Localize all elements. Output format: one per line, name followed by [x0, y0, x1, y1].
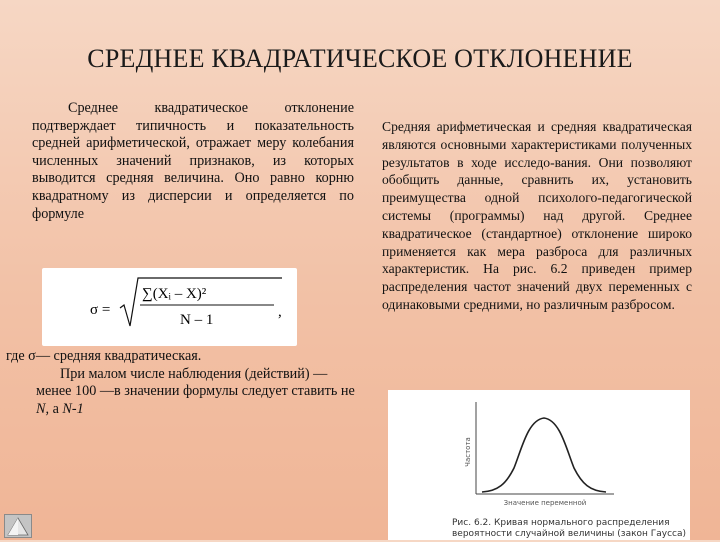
y-axis-label: Частота	[464, 437, 472, 467]
note-mid: а	[49, 400, 63, 417]
right-text-block	[382, 118, 692, 314]
formula-image	[42, 268, 297, 346]
right-paragraph: Средняя арифметическая и средняя квадратическая являются основными характеристиками полученных результатов в ходе исследо-вания. Они позволяют обобщить данные, сравнить их, установить преимущества одной психолого-педагогической системы (программы) над другой. Среднее квадратическое (стандартное) отклонение широко применяется как мера разброса для различных характеристик. На рис. 6.2 приведен пример распределения частот значений двух переменных с одинаковыми средними, но различным разбросом.	[382, 119, 692, 312]
x-axis-label: Значение переменной	[503, 499, 587, 507]
figure-caption-line2: вероятности случайной величины (закон Гаусса)	[452, 529, 687, 539]
formula-svg	[42, 268, 297, 346]
gauss-figure-svg	[388, 390, 690, 540]
gauss-figure	[388, 390, 690, 540]
formula-lhs: σ =	[90, 302, 111, 318]
formula-denominator: N – 1	[180, 312, 214, 328]
bell-curve	[482, 418, 606, 492]
note-N-minus-1: N-1	[62, 400, 84, 417]
left-paragraph: Среднее квадратическое отклонение подтверждает типичность и показательность средней арифметической, отражает меру колебания численных значений признаков, из которых выводится средняя величина. Оно равно корню квадратному из дисперсии и определяется по формуле	[32, 100, 354, 222]
small-sample-note	[36, 366, 356, 419]
note-text: При малом числе наблюдения (действий) — менее 100 —в значении формулы следует ставить не	[36, 365, 355, 400]
slide-title: СРЕДНЕЕ КВАДРАТИЧЕСКОЕ ОТКЛОНЕНИЕ	[87, 44, 633, 73]
prev-arrow-icon	[5, 515, 31, 537]
left-text-block	[32, 100, 354, 223]
prev-slide-button[interactable]	[4, 514, 32, 538]
formula-numerator: ∑(Xᵢ – X)²	[142, 286, 207, 302]
sigma-definition: где σ— средняя квадратическая.	[6, 348, 202, 364]
figure-caption-line1: Рис. 6.2. Кривая нормального распределения	[452, 518, 670, 528]
note-N: N,	[36, 400, 50, 417]
formula-notes	[6, 348, 356, 418]
formula-comma: ,	[278, 304, 282, 320]
